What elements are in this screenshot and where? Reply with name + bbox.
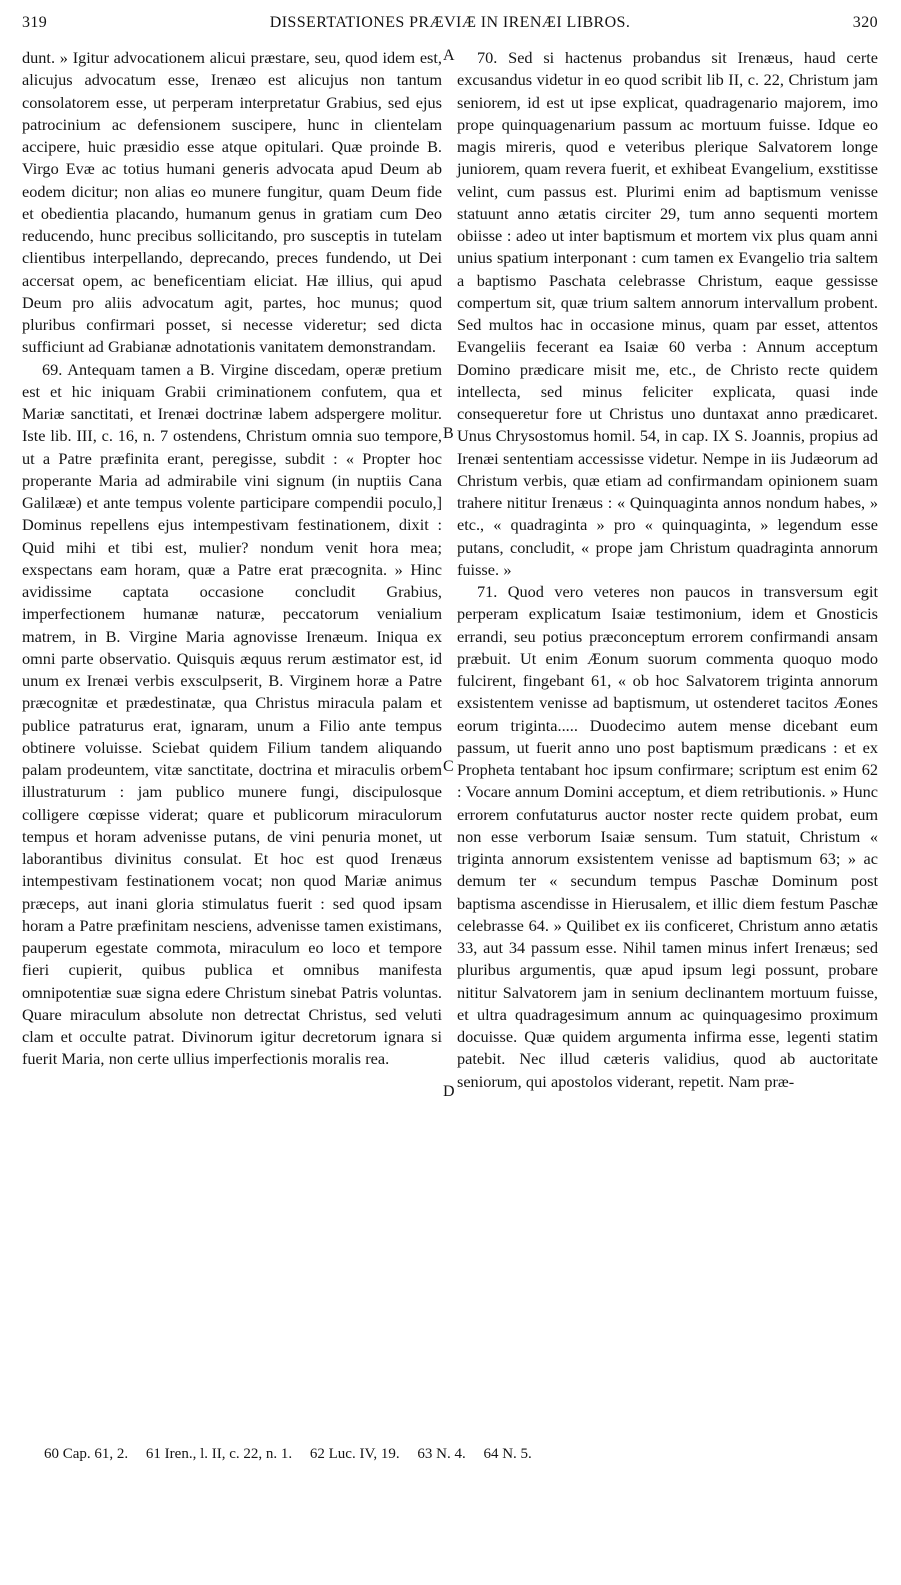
running-title: DISSERTATIONES PRÆVIÆ IN IRENÆI LIBROS. [269,14,631,31]
margin-letter-b: B [443,425,454,442]
margin-letter-a: A [443,47,455,64]
footnote: 64 N. 5. [483,1446,532,1462]
footnote: 61 Iren., l. II, c. 22, n. 1. [145,1446,293,1462]
footnotes [44,1446,844,1463]
paragraph: 70. Sed si hactenus probandus sit Irenæus, haud certe excusandus videtur in eo quod scribit lib II, c. 22, Christum jam seniorem, id est ut ipse explicat, quadragenario majorem, imo prope quinquagenarium passum ac mortuum fuisse. Idque eo magis mireris, quod e veteribus plerique Salvatorem longe juniorem, quam revera fuerit, et exhibeat Evangelium, exstitisse velint, cum passus est. Plurimi enim ad baptismum venisse statuunt anno ætatis circiter 29, tum anno sequenti mortem obiisse : adeo ut inter baptismum et mortem vix plus quam anni unius spatium interponant : cum tamen ex Evangelio tria saltem a baptismo Paschata celebrasse Christum, eaque gessisse compertum sit, quæ trium saltem annorum intervallum probent. Sed multos hac in occasione minus, quam par esset, attentos Evangeliis fecerant ea Isaiæ 60 verba : Annum acceptum Domino prædicare misit me, etc., de Christo recte quidem intellecta, sed minus feliciter explicata, quasi inde consequeretur fore ut Christus uno duntaxat anno prædicaret. Unus Chrysostomus homil. 54, in cap. IX S. Joannis, propius ad Irenæi sententiam accessisse videtur. Nempe in iis Judæorum ad Christum verbis, quæ etiam ad confirmandam opinionem suam trahere nititur Irenæus : « Quinquaginta annos nondum habes, » etc., « quadraginta » pro « quinquaginta, » legendum esse putans, concludit, « prope jam Christum quadraginta annorum fuisse. » [457,48,878,579]
margin-letter-d: D [443,1083,455,1100]
paragraph: 71. Quod vero veteres non paucos in transversum egit perperam explicatum Isaiæ testimonium, idem et Gnosticis errandi, seu potius præconceptum errorem confirmandi ansam præbuit. Ut enim Æonum suorum commenta quoquo modo fulcirent, fingebant 61, « ob hoc Salvatorem triginta annorum exsistentem venisse ad baptismum, ut ostenderet tacitos Æones eorum triginta..... Duodecimo autem mense dicebant eum passum, ut fuerit anno uno post baptismum prædicans : et ex Propheta tentabant hoc ipsum confirmare; scriptum est enim 62 : Vocare annum Domini acceptum, et diem retributionis. » Hunc errorem confutaturus auctor noster recte quidem probat, eum non esse verborum Isaiæ sensum. Tum statuit, Christum « triginta annorum exsistentem venisse ad baptismum 63; » ac demum ter « secundum tempus Paschæ Dominum post baptisma ascendisse in Hierusalem, et illic diem festum Paschæ celebrasse 64. » Quilibet ex iis conficeret, Christum anno ætatis 33, aut 34 passum esse. Nihil tamen minus infert Irenæus; sed pluribus argumentis, quæ apud ipsum legi possunt, probare nititur Salvatorem jam in senium declinantem mortuum fuisse, et ultra quadragesimum annum ac quinquagesimo proximum docuisse. Quæ quidem argumenta infirma esse, legenti statim patebit. Nec illud cæteris validius, quod ab auctoritate seniorum, qui apostolos viderant, repetit. Nam præ- [457,582,878,1091]
paragraph: 69. Antequam tamen a B. Virgine discedam, operæ pretium est et hic iniquam Grabii criminationem confutem, qua et Mariæ sanctitati, et Irenæi doctrinæ labem adspergere molitur. Iste lib. III, c. 16, n. 7 ostendens, Christum omnia suo tempore, ut a Patre præfinita erant, peregisse, subdit : « Propter hoc properante Maria ad admirabile vini signum (in nuptiis Cana Galilææ) et ante tempus volente participare compendii poculo,] Dominus repellens ejus intempestivam festinationem, dixit : Quid mihi et tibi est, mulier? nondum venit hora mea; exspectans eam horam, quæ a Patre erat præcognita. » Hinc avidissime captata occasione concludit Grabius, imperfectionem humanæ naturæ, peccatorum venialium matrem, in B. Virgine Maria agnovisse Irenæum. Iniqua ex omni parte observatio. Quisquis æquus rerum æstimator est, id unum ex Irenæi verbis exsculpserit, B. Virginem horæ a Patre præcognitæ et prædestinatæ, qua Christus miracula palam et publice patraturus erat, ignaram, unum a Filio ante tempus obtinere voluisse. Sciebat quidem Filium tandem aliquando palam prodeuntem, vitæ sanctitate, doctrina et miraculis orbem illustraturum : jam publico munere fungi, discipulosque colligere cœpisse viderat; quare et publicorum miraculorum tempus et horam advenisse putans, de vini penuria monet, ut laborantibus divinitus consulat. Et hoc est quod Irenæus intempestivam festinationem vocat; non quod Mariæ animus præceps, aut inani gloria stimulatus fuerit : sed quod ipsam horam a Patre præfinitam nesciens, advenisse tamen existimans, pauperum egestate commota, miraculum eo loco et tempore fieri cupierit, quibus publica et omnibus manifesta omnipotentiæ suæ signa edere Christum sinebat Patris voluntas. Quare miraculum absolute non detrectat Christus, sed veluti clam et occulte patrat. Divinorum igitur decretorum ignara si fuerit Maria, non certe ullius imperfectionis moralis rea. [22,359,442,1069]
page-header [22,14,878,40]
left-column [22,47,442,1071]
page-number-left: 319 [22,14,48,31]
footnote: 63 N. 4. [417,1446,466,1462]
margin-letter-c: C [443,758,454,775]
footnote: 62 Luc. IV, 19. [309,1446,400,1462]
page-number-right: 320 [852,14,878,31]
footnote: 60 Cap. 61, 2. [44,1446,129,1462]
paragraph: dunt. » Igitur advocationem alicui præstare, seu, quod idem est, alicujus advocatum esse, Irenæo est alicujus non tantum consolatorem esse, ut perperam interpretatur Grabius, sed ejus patrocinium ac defensionem suscipere, hunc in clientelam accipere, huic præsidio esse atque opitulari. Quæ proinde B. Virgo Evæ ac totius humani generis advocata apud Deum ab eodem dicitur; non alias eo munere fungitur, quam Deum fide et obedientia placando, humanum genus in gratiam cum Deo reducendo, hunc precibus sollicitando, pro susceptis in tutelam clientibus interpellando, deprecando, preces fundendo, ut Dei accersat opem, ac beneficentiam eliciat. Hæ illius, qui apud Deum pro aliis advocatum agit, partes, hoc munus; quod pluribus confirmari posset, si necesse videretur; sed dicta sufficiunt ad Grabianæ adnotationis vanitatem demonstrandam. [22,48,442,357]
right-column [457,47,878,1093]
